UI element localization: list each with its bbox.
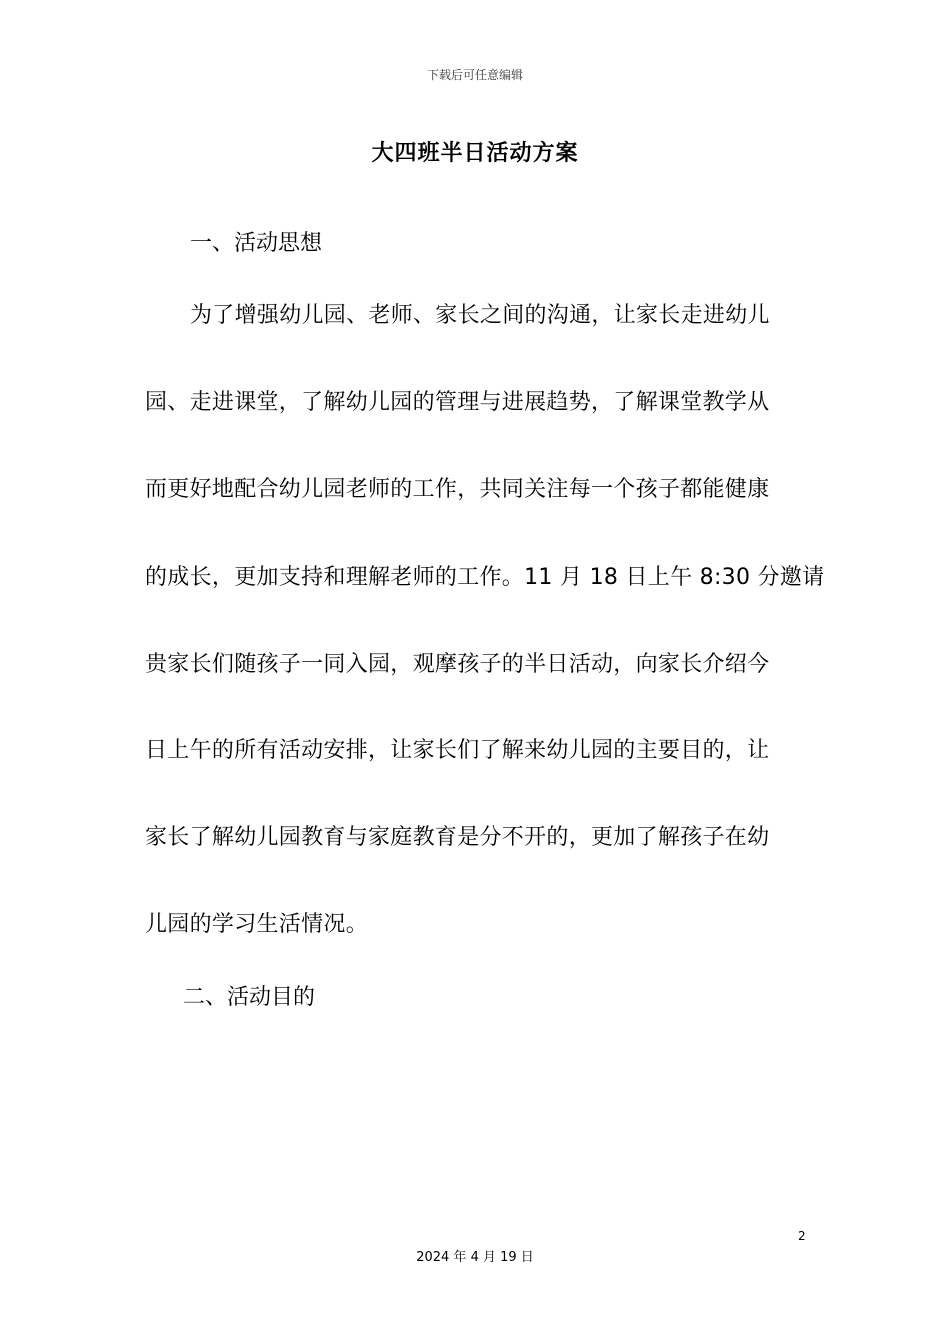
document-title: 大四班半日活动方案: [371, 141, 579, 166]
header-note: 下载后可任意编辑: [426, 68, 523, 82]
paragraph-line: 日上午的所有活动安排，让家长们了解来幼儿园的主要目的，让: [145, 738, 770, 763]
paragraph-line: 而更好地配合幼儿园老师的工作，共同关注每一个孩子都能健康: [145, 477, 770, 502]
paragraph-line: 的成长，更加支持和理解老师的工作。11 月 18 日上午 8:30 分邀请: [145, 565, 825, 590]
section-heading-thought: 一、活动思想: [190, 231, 323, 256]
footer-date: 2024 年 4 月 19 日: [416, 1250, 534, 1265]
paragraph-line: 贵家长们随孩子一同入园，观摩孩子的半日活动，向家长介绍今: [145, 652, 770, 677]
page-number: 2: [798, 1229, 806, 1243]
section-heading-purpose: 二、活动目的: [183, 985, 316, 1010]
paragraph-line: 为了增强幼儿园、老师、家长之间的沟通，让家长走进幼儿: [190, 303, 770, 328]
paragraph-line: 家长了解幼儿园教育与家庭教育是分不开的，更加了解孩子在幼: [145, 825, 770, 850]
paragraph-line: 园、走进课堂，了解幼儿园的管理与进展趋势，了解课堂教学从: [145, 390, 770, 415]
paragraph-line: 儿园的学习生活情况。: [145, 912, 369, 937]
